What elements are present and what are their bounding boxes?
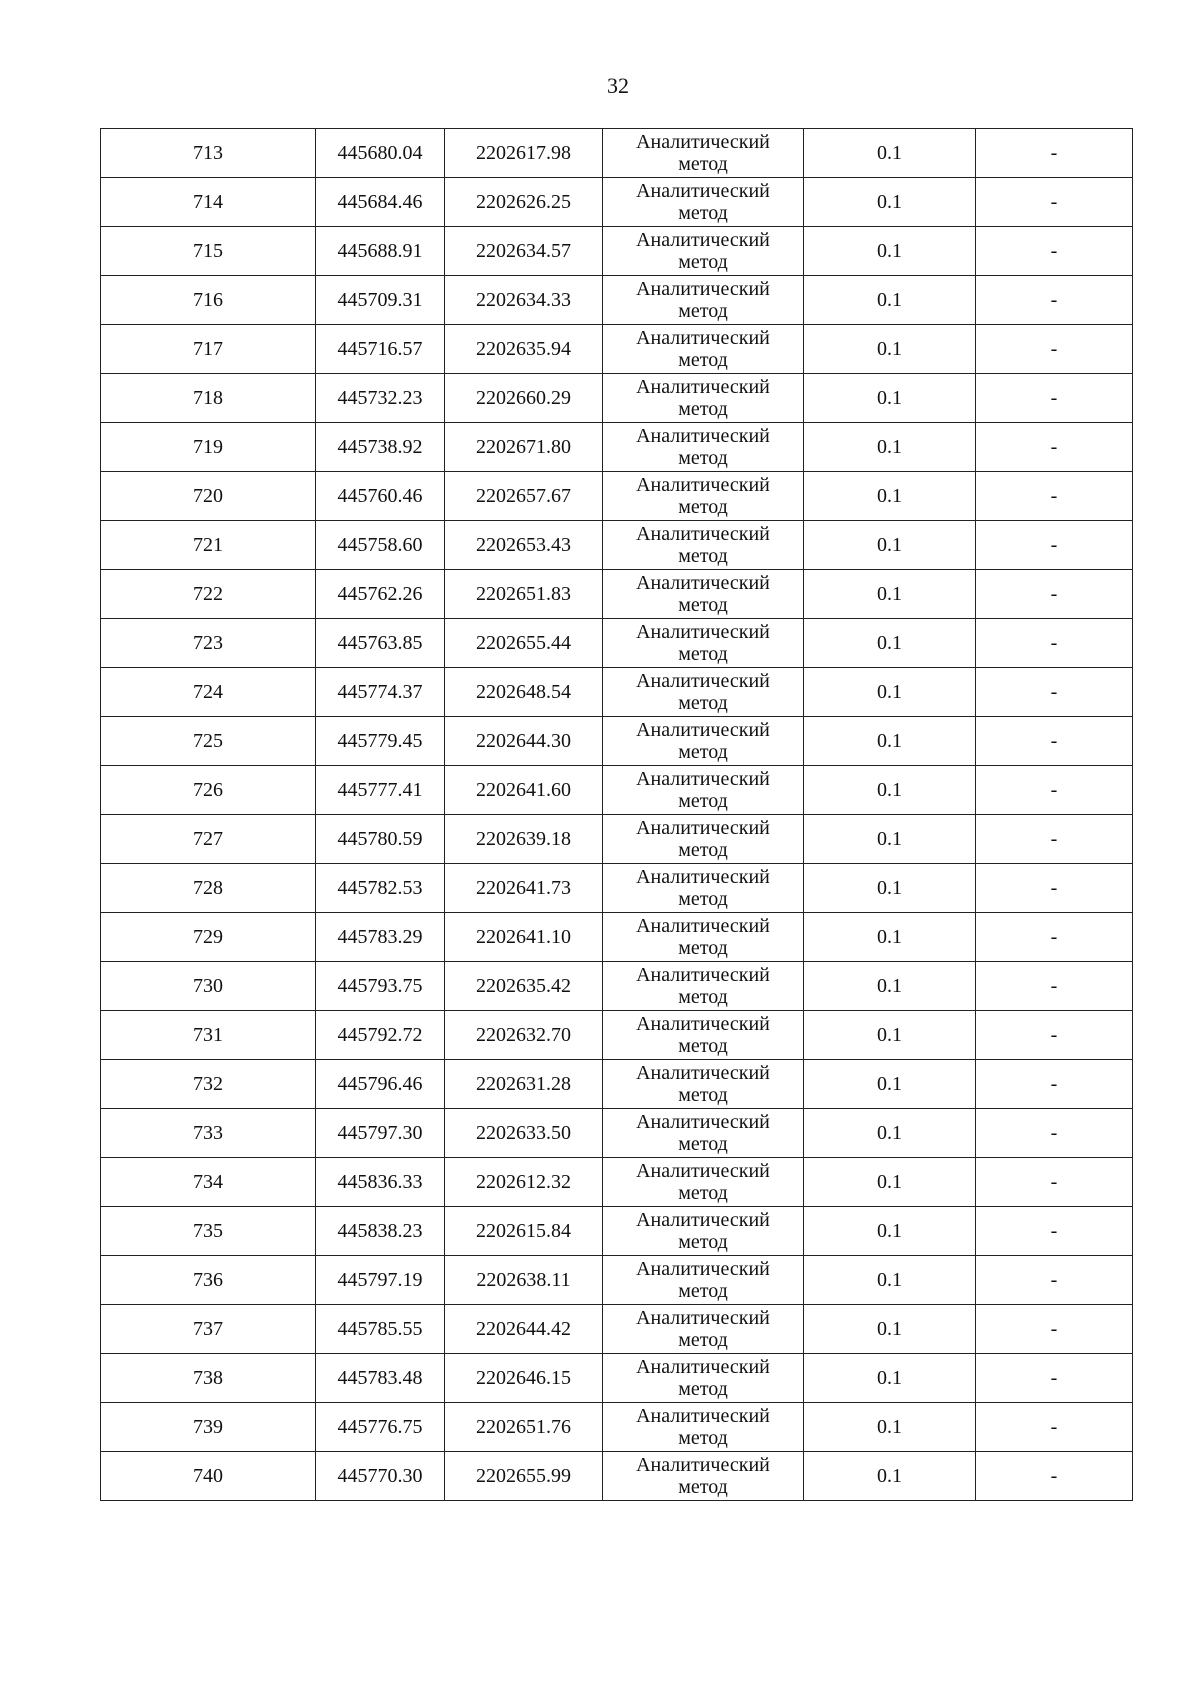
method-line-1: Аналитический xyxy=(636,1307,770,1329)
y-coordinate-cell: 2202651.76 xyxy=(445,1403,603,1452)
point-number-cell: 732 xyxy=(101,1060,316,1109)
accuracy-cell: 0.1 xyxy=(804,374,976,423)
method-line-1: Аналитический xyxy=(636,719,770,741)
method-line-1: Аналитический xyxy=(636,768,770,790)
x-coordinate-cell: 445785.55 xyxy=(316,1305,445,1354)
method-cell xyxy=(603,1011,804,1060)
method-line-1: Аналитический xyxy=(636,278,770,300)
point-number-cell: 715 xyxy=(101,227,316,276)
method-line-2: метод xyxy=(678,1280,728,1302)
note-cell: - xyxy=(976,962,1133,1011)
note-cell: - xyxy=(976,227,1133,276)
note-cell: - xyxy=(976,668,1133,717)
y-coordinate-cell: 2202657.67 xyxy=(445,472,603,521)
accuracy-cell: 0.1 xyxy=(804,129,976,178)
table-row xyxy=(101,178,1133,227)
table-row xyxy=(101,325,1133,374)
method-line-1: Аналитический xyxy=(636,1356,770,1378)
method-line-1: Аналитический xyxy=(636,523,770,545)
y-coordinate-cell: 2202615.84 xyxy=(445,1207,603,1256)
method-line-1: Аналитический xyxy=(636,131,770,153)
x-coordinate-cell: 445797.19 xyxy=(316,1256,445,1305)
note-cell: - xyxy=(976,1452,1133,1501)
point-number-cell: 731 xyxy=(101,1011,316,1060)
table-row xyxy=(101,766,1133,815)
y-coordinate-cell: 2202634.33 xyxy=(445,276,603,325)
table-row xyxy=(101,1011,1133,1060)
method-line-2: метод xyxy=(678,692,728,714)
table-row xyxy=(101,1403,1133,1452)
method-cell xyxy=(603,1158,804,1207)
x-coordinate-cell: 445763.85 xyxy=(316,619,445,668)
y-coordinate-cell: 2202644.30 xyxy=(445,717,603,766)
note-cell: - xyxy=(976,1109,1133,1158)
x-coordinate-cell: 445777.41 xyxy=(316,766,445,815)
x-coordinate-cell: 445782.53 xyxy=(316,864,445,913)
table-row xyxy=(101,1109,1133,1158)
y-coordinate-cell: 2202641.60 xyxy=(445,766,603,815)
point-number-cell: 720 xyxy=(101,472,316,521)
y-coordinate-cell: 2202634.57 xyxy=(445,227,603,276)
method-line-1: Аналитический xyxy=(636,670,770,692)
note-cell: - xyxy=(976,423,1133,472)
x-coordinate-cell: 445738.92 xyxy=(316,423,445,472)
method-line-1: Аналитический xyxy=(636,1013,770,1035)
table-row xyxy=(101,619,1133,668)
y-coordinate-cell: 2202641.10 xyxy=(445,913,603,962)
note-cell: - xyxy=(976,766,1133,815)
note-cell: - xyxy=(976,129,1133,178)
y-coordinate-cell: 2202651.83 xyxy=(445,570,603,619)
accuracy-cell: 0.1 xyxy=(804,668,976,717)
method-line-2: метод xyxy=(678,643,728,665)
x-coordinate-cell: 445836.33 xyxy=(316,1158,445,1207)
note-cell: - xyxy=(976,717,1133,766)
x-coordinate-cell: 445776.75 xyxy=(316,1403,445,1452)
y-coordinate-cell: 2202638.11 xyxy=(445,1256,603,1305)
x-coordinate-cell: 445838.23 xyxy=(316,1207,445,1256)
table-row xyxy=(101,815,1133,864)
accuracy-cell: 0.1 xyxy=(804,227,976,276)
table-row xyxy=(101,521,1133,570)
method-line-2: метод xyxy=(678,202,728,224)
note-cell: - xyxy=(976,913,1133,962)
accuracy-cell: 0.1 xyxy=(804,325,976,374)
method-cell xyxy=(603,521,804,570)
method-line-2: метод xyxy=(678,1182,728,1204)
method-line-1: Аналитический xyxy=(636,474,770,496)
x-coordinate-cell: 445774.37 xyxy=(316,668,445,717)
method-cell xyxy=(603,178,804,227)
y-coordinate-cell: 2202641.73 xyxy=(445,864,603,913)
accuracy-cell: 0.1 xyxy=(804,815,976,864)
accuracy-cell: 0.1 xyxy=(804,717,976,766)
note-cell: - xyxy=(976,1305,1133,1354)
point-number-cell: 716 xyxy=(101,276,316,325)
x-coordinate-cell: 445758.60 xyxy=(316,521,445,570)
method-line-1: Аналитический xyxy=(636,1209,770,1231)
y-coordinate-cell: 2202632.70 xyxy=(445,1011,603,1060)
method-line-1: Аналитический xyxy=(636,1111,770,1133)
method-cell xyxy=(603,1403,804,1452)
note-cell: - xyxy=(976,815,1133,864)
point-number-cell: 723 xyxy=(101,619,316,668)
table-row xyxy=(101,668,1133,717)
x-coordinate-cell: 445793.75 xyxy=(316,962,445,1011)
y-coordinate-cell: 2202631.28 xyxy=(445,1060,603,1109)
method-cell xyxy=(603,1207,804,1256)
table-row xyxy=(101,717,1133,766)
method-line-1: Аналитический xyxy=(636,1454,770,1476)
note-cell: - xyxy=(976,325,1133,374)
table-row xyxy=(101,1452,1133,1501)
accuracy-cell: 0.1 xyxy=(804,864,976,913)
accuracy-cell: 0.1 xyxy=(804,1011,976,1060)
accuracy-cell: 0.1 xyxy=(804,962,976,1011)
point-number-cell: 721 xyxy=(101,521,316,570)
coordinates-table xyxy=(100,128,1133,1501)
method-line-1: Аналитический xyxy=(636,915,770,937)
y-coordinate-cell: 2202633.50 xyxy=(445,1109,603,1158)
method-cell xyxy=(603,668,804,717)
accuracy-cell: 0.1 xyxy=(804,766,976,815)
point-number-cell: 728 xyxy=(101,864,316,913)
method-cell xyxy=(603,962,804,1011)
x-coordinate-cell: 445783.48 xyxy=(316,1354,445,1403)
method-line-2: метод xyxy=(678,1329,728,1351)
method-cell xyxy=(603,276,804,325)
method-line-1: Аналитический xyxy=(636,425,770,447)
note-cell: - xyxy=(976,570,1133,619)
table-row xyxy=(101,1256,1133,1305)
method-cell xyxy=(603,766,804,815)
table-row xyxy=(101,1305,1133,1354)
method-line-2: метод xyxy=(678,1133,728,1155)
method-line-1: Аналитический xyxy=(636,964,770,986)
point-number-cell: 730 xyxy=(101,962,316,1011)
y-coordinate-cell: 2202635.42 xyxy=(445,962,603,1011)
x-coordinate-cell: 445770.30 xyxy=(316,1452,445,1501)
method-cell xyxy=(603,374,804,423)
point-number-cell: 739 xyxy=(101,1403,316,1452)
method-line-1: Аналитический xyxy=(636,572,770,594)
x-coordinate-cell: 445796.46 xyxy=(316,1060,445,1109)
accuracy-cell: 0.1 xyxy=(804,276,976,325)
x-coordinate-cell: 445684.46 xyxy=(316,178,445,227)
method-line-2: метод xyxy=(678,398,728,420)
table-row xyxy=(101,913,1133,962)
accuracy-cell: 0.1 xyxy=(804,1207,976,1256)
accuracy-cell: 0.1 xyxy=(804,1158,976,1207)
y-coordinate-cell: 2202626.25 xyxy=(445,178,603,227)
method-line-2: метод xyxy=(678,741,728,763)
y-coordinate-cell: 2202617.98 xyxy=(445,129,603,178)
accuracy-cell: 0.1 xyxy=(804,913,976,962)
method-line-2: метод xyxy=(678,1231,728,1253)
method-cell xyxy=(603,864,804,913)
accuracy-cell: 0.1 xyxy=(804,1403,976,1452)
y-coordinate-cell: 2202635.94 xyxy=(445,325,603,374)
x-coordinate-cell: 445709.31 xyxy=(316,276,445,325)
point-number-cell: 733 xyxy=(101,1109,316,1158)
note-cell: - xyxy=(976,1011,1133,1060)
method-line-2: метод xyxy=(678,251,728,273)
method-cell xyxy=(603,1354,804,1403)
method-line-2: метод xyxy=(678,594,728,616)
note-cell: - xyxy=(976,472,1133,521)
accuracy-cell: 0.1 xyxy=(804,1109,976,1158)
note-cell: - xyxy=(976,619,1133,668)
x-coordinate-cell: 445762.26 xyxy=(316,570,445,619)
method-cell xyxy=(603,619,804,668)
accuracy-cell: 0.1 xyxy=(804,178,976,227)
method-line-2: метод xyxy=(678,839,728,861)
table-row xyxy=(101,423,1133,472)
note-cell: - xyxy=(976,1354,1133,1403)
point-number-cell: 722 xyxy=(101,570,316,619)
point-number-cell: 717 xyxy=(101,325,316,374)
x-coordinate-cell: 445688.91 xyxy=(316,227,445,276)
method-line-2: метод xyxy=(678,790,728,812)
table-row xyxy=(101,374,1133,423)
note-cell: - xyxy=(976,864,1133,913)
x-coordinate-cell: 445783.29 xyxy=(316,913,445,962)
table-row xyxy=(101,1207,1133,1256)
y-coordinate-cell: 2202648.54 xyxy=(445,668,603,717)
accuracy-cell: 0.1 xyxy=(804,1305,976,1354)
accuracy-cell: 0.1 xyxy=(804,1060,976,1109)
y-coordinate-cell: 2202671.80 xyxy=(445,423,603,472)
point-number-cell: 725 xyxy=(101,717,316,766)
method-line-2: метод xyxy=(678,1427,728,1449)
point-number-cell: 726 xyxy=(101,766,316,815)
note-cell: - xyxy=(976,1060,1133,1109)
x-coordinate-cell: 445732.23 xyxy=(316,374,445,423)
point-number-cell: 735 xyxy=(101,1207,316,1256)
point-number-cell: 740 xyxy=(101,1452,316,1501)
method-line-1: Аналитический xyxy=(636,817,770,839)
table-row xyxy=(101,1354,1133,1403)
table-row xyxy=(101,864,1133,913)
x-coordinate-cell: 445760.46 xyxy=(316,472,445,521)
x-coordinate-cell: 445680.04 xyxy=(316,129,445,178)
accuracy-cell: 0.1 xyxy=(804,1256,976,1305)
accuracy-cell: 0.1 xyxy=(804,619,976,668)
point-number-cell: 714 xyxy=(101,178,316,227)
x-coordinate-cell: 445716.57 xyxy=(316,325,445,374)
point-number-cell: 719 xyxy=(101,423,316,472)
method-line-2: метод xyxy=(678,937,728,959)
page-number: 32 xyxy=(607,73,629,98)
method-cell xyxy=(603,1305,804,1354)
x-coordinate-cell: 445792.72 xyxy=(316,1011,445,1060)
x-coordinate-cell: 445779.45 xyxy=(316,717,445,766)
method-line-2: метод xyxy=(678,545,728,567)
method-cell xyxy=(603,1060,804,1109)
method-line-1: Аналитический xyxy=(636,180,770,202)
point-number-cell: 734 xyxy=(101,1158,316,1207)
method-cell xyxy=(603,472,804,521)
point-number-cell: 738 xyxy=(101,1354,316,1403)
method-cell xyxy=(603,227,804,276)
method-line-1: Аналитический xyxy=(636,1062,770,1084)
y-coordinate-cell: 2202653.43 xyxy=(445,521,603,570)
y-coordinate-cell: 2202644.42 xyxy=(445,1305,603,1354)
x-coordinate-cell: 445780.59 xyxy=(316,815,445,864)
accuracy-cell: 0.1 xyxy=(804,472,976,521)
method-line-2: метод xyxy=(678,1035,728,1057)
method-line-1: Аналитический xyxy=(636,1405,770,1427)
coordinates-table-body xyxy=(101,129,1133,1501)
table-row xyxy=(101,276,1133,325)
point-number-cell: 729 xyxy=(101,913,316,962)
method-cell xyxy=(603,1452,804,1501)
table-row xyxy=(101,227,1133,276)
note-cell: - xyxy=(976,178,1133,227)
method-cell xyxy=(603,423,804,472)
method-cell xyxy=(603,1256,804,1305)
method-cell xyxy=(603,570,804,619)
method-cell xyxy=(603,129,804,178)
y-coordinate-cell: 2202655.44 xyxy=(445,619,603,668)
method-cell xyxy=(603,913,804,962)
point-number-cell: 727 xyxy=(101,815,316,864)
point-number-cell: 736 xyxy=(101,1256,316,1305)
method-line-1: Аналитический xyxy=(636,1258,770,1280)
method-line-1: Аналитический xyxy=(636,327,770,349)
method-line-2: метод xyxy=(678,447,728,469)
accuracy-cell: 0.1 xyxy=(804,570,976,619)
method-line-1: Аналитический xyxy=(636,376,770,398)
y-coordinate-cell: 2202639.18 xyxy=(445,815,603,864)
method-line-2: метод xyxy=(678,496,728,518)
method-line-1: Аналитический xyxy=(636,621,770,643)
method-line-1: Аналитический xyxy=(636,229,770,251)
y-coordinate-cell: 2202655.99 xyxy=(445,1452,603,1501)
x-coordinate-cell: 445797.30 xyxy=(316,1109,445,1158)
accuracy-cell: 0.1 xyxy=(804,1354,976,1403)
method-cell xyxy=(603,325,804,374)
table-row xyxy=(101,962,1133,1011)
note-cell: - xyxy=(976,1158,1133,1207)
method-cell xyxy=(603,717,804,766)
method-line-2: метод xyxy=(678,300,728,322)
note-cell: - xyxy=(976,374,1133,423)
point-number-cell: 718 xyxy=(101,374,316,423)
note-cell: - xyxy=(976,521,1133,570)
method-line-2: метод xyxy=(678,1476,728,1498)
table-row xyxy=(101,472,1133,521)
method-line-1: Аналитический xyxy=(636,1160,770,1182)
note-cell: - xyxy=(976,1207,1133,1256)
method-line-2: метод xyxy=(678,1084,728,1106)
note-cell: - xyxy=(976,1256,1133,1305)
accuracy-cell: 0.1 xyxy=(804,423,976,472)
accuracy-cell: 0.1 xyxy=(804,1452,976,1501)
method-line-2: метод xyxy=(678,153,728,175)
note-cell: - xyxy=(976,1403,1133,1452)
point-number-cell: 713 xyxy=(101,129,316,178)
y-coordinate-cell: 2202646.15 xyxy=(445,1354,603,1403)
method-line-2: метод xyxy=(678,986,728,1008)
method-cell xyxy=(603,815,804,864)
table-row xyxy=(101,1060,1133,1109)
method-line-2: метод xyxy=(678,888,728,910)
y-coordinate-cell: 2202612.32 xyxy=(445,1158,603,1207)
note-cell: - xyxy=(976,276,1133,325)
table-row xyxy=(101,1158,1133,1207)
table-row xyxy=(101,570,1133,619)
y-coordinate-cell: 2202660.29 xyxy=(445,374,603,423)
method-line-2: метод xyxy=(678,349,728,371)
point-number-cell: 737 xyxy=(101,1305,316,1354)
table-row xyxy=(101,129,1133,178)
point-number-cell: 724 xyxy=(101,668,316,717)
method-line-1: Аналитический xyxy=(636,866,770,888)
accuracy-cell: 0.1 xyxy=(804,521,976,570)
method-line-2: метод xyxy=(678,1378,728,1400)
method-cell xyxy=(603,1109,804,1158)
